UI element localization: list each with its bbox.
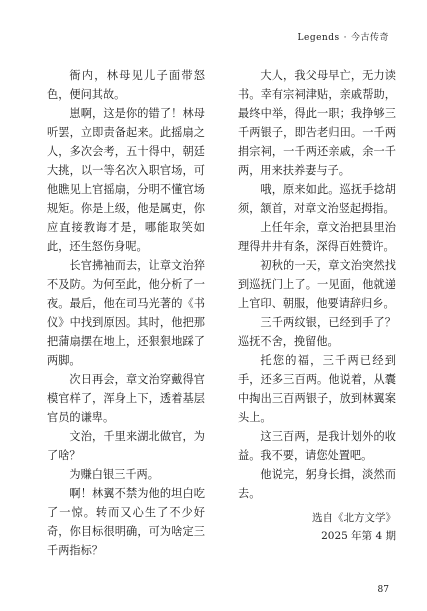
header-section: 今古传奇 (350, 33, 389, 43)
paragraph: 初秋的一天，章文治突然找到巡抚门上了。一见面，他就递上官印、朝服，他要请辞归乡。 (238, 259, 396, 310)
paragraph: 上任年余，章文治把县里治理得井井有条，深得百姓赞许。 (238, 221, 396, 253)
paragraph: 次日再会，章文治穿戴得官模官样了，浑身上下，透着基层官员的谦卑。 (47, 373, 205, 424)
paragraph: 衙内，林母见儿子面带怒色，便问其故。 (47, 69, 205, 101)
right-column (238, 66, 396, 545)
paragraph: 崽啊，这是你的错了！林母听罢，立即责备起来。此摇扇之人，多次会考，五十得中，朝廷大挑，以一等名次入职官场，可他瞧见上官摇扇，分明不懂官场规矩。你是上级，他是属吏，你应直接教诲才是，哪能取笑如此，还生怒伤身呢。 (47, 107, 205, 253)
source-publication: 选自《北方文学》 (312, 512, 396, 524)
paragraph: 为赚白银三千两。 (69, 468, 159, 481)
paragraph: 这三百两，是我计划外的收益。我不要，请您处置吧。 (238, 430, 396, 462)
paragraph: 三千两纹银，已经到手了？巡抚不舍，挽留他。 (238, 316, 396, 348)
left-column (47, 66, 205, 560)
running-header (298, 30, 389, 43)
paragraph: 托您的福，三千两已经到手，还多三百两。他说着，从囊中掏出三百两银子，放到林翼案头上。 (238, 354, 396, 424)
header-series: Legends (297, 33, 340, 43)
paragraph: 长官拂袖而去，让章文治猝不及防。为何至此，他分析了一夜。最后，他在司马光著的《书仪》中找到原因。其时，他把那把蒲扇摆在地上，还狠狠地踩了两脚。 (47, 259, 205, 367)
paragraph: 哦，原来如此。巡抚手捻胡须，颔首，对章文治竖起拇指。 (238, 183, 396, 215)
source-issue: 2025 年第 4 期 (321, 530, 396, 542)
paragraph: 啊！林翼不禁为他的坦白吃了一惊。转而又心生了不少好奇，你目标很明确，可为啥定三千两指标？ (47, 487, 205, 557)
paragraph: 他说完，躬身长揖，淡然而去。 (238, 468, 396, 500)
header-separator: · (343, 33, 347, 43)
paragraph: 文治，千里来湖北做官，为了啥？ (47, 430, 205, 462)
page-number: 87 (377, 585, 389, 595)
source-note (238, 509, 396, 545)
paragraph: 大人，我父母早亡，无力读书。幸有宗祠津贴，亲戚帮助，最终中举，得此一职；我挣够三千两银子，即告老归田。一千两捐宗祠，一千两还亲戚，余一千两，用来扶养妻与子。 (238, 69, 396, 177)
